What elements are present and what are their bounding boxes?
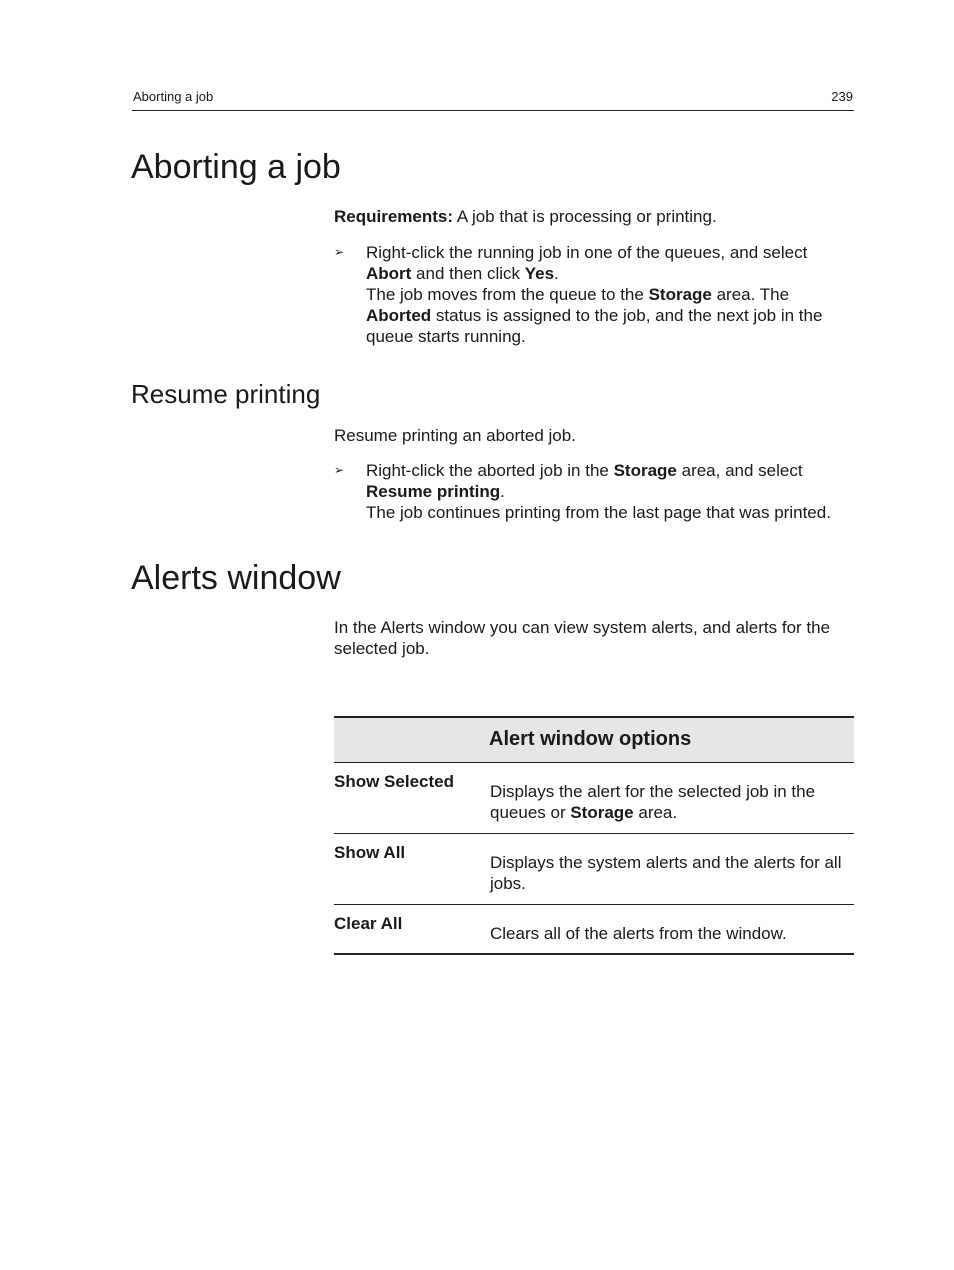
option-term-clear-all: Clear All xyxy=(334,914,403,933)
heading-resume-printing: Resume printing xyxy=(131,379,321,409)
table-row xyxy=(334,834,854,905)
table-row xyxy=(334,905,854,955)
arrowhead-bullet-icon: ➢ xyxy=(334,245,345,259)
show-selected-desc-2: area. xyxy=(633,803,678,822)
abort-step-t2: and then click xyxy=(411,264,525,283)
abort-step-t3: . xyxy=(554,264,559,283)
resume-step-t1: Right-click the aborted job in the xyxy=(366,461,614,480)
requirements-label: Requirements: xyxy=(334,207,454,226)
heading-alerts-window: Alerts window xyxy=(131,559,341,597)
table-header xyxy=(334,716,854,763)
header-page-number: 239 xyxy=(831,89,853,104)
resume-step-storage: Storage xyxy=(613,461,677,480)
resume-step xyxy=(334,460,854,524)
alerts-intro: In the Alerts window you can view system alerts, and alerts for the selected job. xyxy=(334,618,831,658)
header-section-title: Aborting a job xyxy=(133,89,214,104)
abort-result-storage: Storage xyxy=(648,285,712,304)
resume-step-t3: . xyxy=(500,482,505,501)
alert-options-table xyxy=(334,716,854,955)
abort-result-r1: The job moves from the queue to the xyxy=(366,285,649,304)
arrowhead-bullet-icon: ➢ xyxy=(334,463,345,477)
running-header xyxy=(132,88,854,111)
abort-step-yes: Yes xyxy=(524,264,555,283)
option-desc-show-all: Displays the system alerts and the alerts for all jobs. xyxy=(490,853,842,893)
resume-result: The job continues printing from the last page that was printed. xyxy=(366,503,831,522)
heading-aborting-a-job: Aborting a job xyxy=(131,148,341,186)
requirements-paragraph xyxy=(334,206,854,227)
table-row xyxy=(334,763,854,834)
abort-step-abort: Abort xyxy=(366,264,412,283)
resume-intro: Resume printing an aborted job. xyxy=(334,426,576,445)
option-desc-clear-all: Clears all of the alerts from the window. xyxy=(490,924,787,943)
option-desc-show-selected xyxy=(490,781,850,823)
resume-step-t2: area, and select xyxy=(676,461,803,480)
resume-step-text xyxy=(366,460,856,523)
abort-result-r3: status is assigned to the job, and the next job in the queue starts running. xyxy=(366,306,823,346)
abort-step xyxy=(334,242,854,348)
abort-step-text xyxy=(366,242,856,347)
table-header-title: Alert window options xyxy=(489,728,692,750)
abort-step-t1: Right-click the running job in one of the queues, and select xyxy=(366,243,808,262)
show-selected-desc-storage: Storage xyxy=(570,803,634,822)
abort-result-r2: area. The xyxy=(711,285,790,304)
option-term-show-all: Show All xyxy=(334,843,406,862)
requirements-text: A job that is processing or printing. xyxy=(453,207,717,226)
show-selected-desc-1: Displays the alert for the selected job in the queues or xyxy=(490,782,816,822)
option-term-show-selected: Show Selected xyxy=(334,772,454,791)
resume-step-resume-printing: Resume printing xyxy=(366,482,501,501)
abort-result-aborted: Aborted xyxy=(366,306,432,325)
